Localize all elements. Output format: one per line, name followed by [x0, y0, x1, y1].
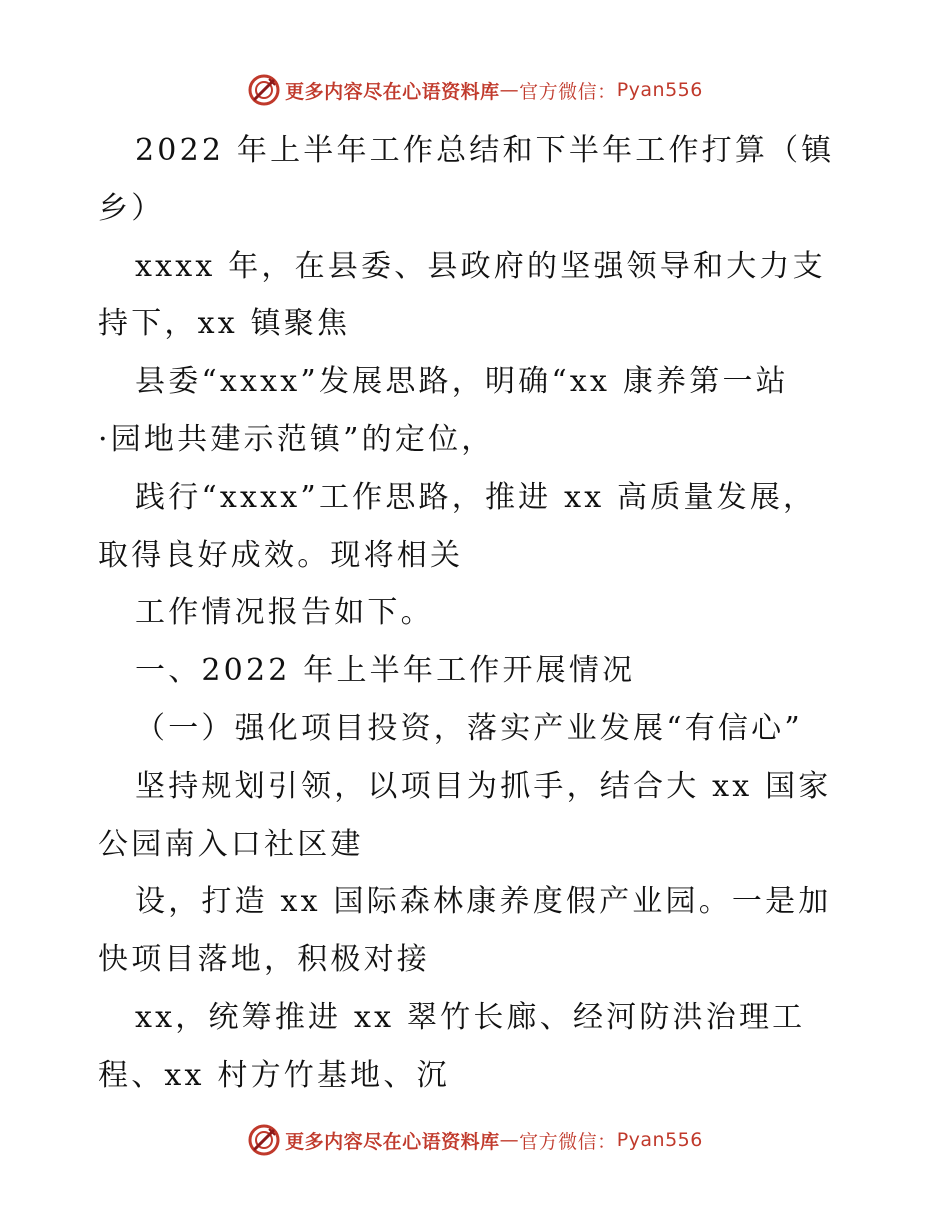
header-dash: — [499, 79, 520, 101]
text-line: 取得良好成效。现将相关 [98, 537, 464, 573]
text-line: xxxx 年，在县委、县政府的坚强领导和大力支 [135, 248, 826, 284]
header-wechat-label: 官方微信： [519, 80, 617, 103]
text-line: （一）强化项目投资，落实产业发展“有信心” [135, 710, 803, 746]
header-brand-text: 更多内容尽在心语资料库 [285, 80, 500, 103]
text-line: 工作情况报告如下。 [135, 595, 434, 631]
text-line: 快项目落地，积极对接 [98, 942, 430, 978]
text-line: ·园地共建示范镇”的定位， [98, 421, 495, 457]
footer-wechat-id: Pyan556 [616, 1129, 703, 1151]
header-watermark [0, 70, 950, 110]
footer-watermark [0, 1120, 950, 1160]
document-body [98, 122, 858, 1105]
footer-dash: — [499, 1129, 520, 1151]
text-line: 设，打造 xx 国际森林康养度假产业园。一是加 [135, 884, 832, 920]
footer-wechat-label: 官方微信： [519, 1130, 617, 1153]
text-line: 坚持规划引领，以项目为抓手，结合大 xx 国家 [135, 768, 832, 804]
text-line: 持下，xx 镇聚焦 [98, 306, 351, 342]
text-line: 2022 年上半年工作总结和下半年工作打算（镇 [135, 133, 835, 168]
text-line: xx，统筹推进 xx 翠竹长廊、经河防洪治理工 [135, 999, 806, 1035]
text-line: 县委“xxxx”发展思路，明确“xx 康养第一站 [135, 364, 789, 400]
text-line: 践行“xxxx”工作思路，推进 xx 高质量发展， [135, 479, 817, 515]
brand-logo-icon [247, 1123, 281, 1157]
text-line: 程、xx 村方竹基地、沉 [98, 1057, 450, 1093]
text-line: 乡） [98, 190, 165, 226]
brand-logo-icon [247, 73, 281, 107]
text-line: 一、2022 年上半年工作开展情况 [135, 653, 636, 689]
text-line: 公园南入口社区建 [98, 826, 364, 862]
header-wechat-id: Pyan556 [616, 79, 703, 101]
footer-brand-text: 更多内容尽在心语资料库 [285, 1130, 500, 1153]
